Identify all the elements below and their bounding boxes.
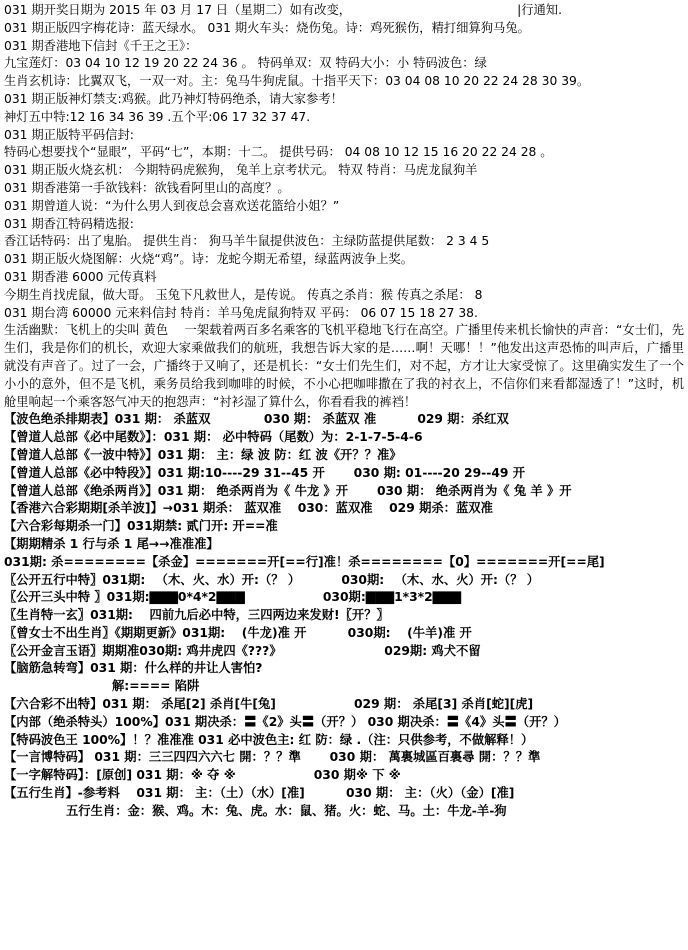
line-zeng-said: 031 期曾道人说：“为什么男人到夜总会喜欢送花篮给小姐？” (4, 198, 340, 213)
line-first-hand: 031 期香港第一手欲钱料：欲钱看阿里山的高度？。 (4, 180, 290, 195)
line-draw-date: 031 期开奖日期为 2015 年 03 月 17 日（星期二）如有改变， |行通知. (4, 3, 563, 17)
line-kill-gold: 031期: 杀========【杀金】=======开[==行]准！杀========【0】=======开[==尾] (4, 554, 605, 569)
line-brain-answer: 解:==== 陷阱 (112, 679, 200, 694)
line-must-tail: 【曾道人总部《必中尾数》】：031 期： 必中特码（尾数）为：2-1-7-5-4-6 (4, 430, 423, 445)
line-one-wave: 【曾道人总部《一波中特》】031 期： 主：绿 波 防：红 波《开？？准》 (4, 447, 402, 462)
line-fire-mystery: 031 期正版火烧玄机： 今期特码虎猴狗， 兔羊上京考状元。 特双 特肖：马虎龙鼠狗羊 (4, 163, 478, 178)
line-internal-head: 【内部（绝杀特头）100%】031 期决杀：〓《2》头〓（开？） 030 期决杀：〓《4》头〓（开？） (4, 714, 566, 729)
line-three-heads: 〖公开三头中特 〗031期:▇▇▇0*4*2▇▇▇ 030期:▇▇▇1*3*2▇▇▇ (4, 590, 462, 605)
line-hk-envelope: 031 期香港地下信封《千王之王》： (4, 38, 198, 53)
line-madam-zeng: 〖曾女士不出生肖〗《期期更新》031期: (牛龙)准 开 030期: (牛羊)准 开 (4, 625, 472, 640)
line-zodiac-poem: 生肖玄机诗：比翼双飞，一双一对。主：兔马牛狗虎鼠。十指平天下：03 04 08 10 20 22 24 28 30 39。 (4, 74, 590, 89)
line-no-special: 【六合彩不出特】031 期： 杀尾[2] 杀肖[牛[兔] 029 期： 杀尾[3] 杀肖[蛇][虎] (4, 697, 534, 712)
line-kill-two: 【曾道人总部《绝杀两肖》】031 期： 绝杀两肖为《 牛龙 》开 030 期： 绝杀两肖为《 兔 羊 》开 (4, 483, 572, 498)
line-zodiac-mystery: 〖生肖特一玄〗031期: 四前九后必中特，三四两边来发财!〖开？〗 (4, 608, 389, 623)
humor-story: 生活幽默：飞机上的尖叫 黄色 一架载着两百多名乘客的飞机平稳地飞行在高空。广播里传来机长愉快的声音：“女士们，先生们，我是你们的机长，欢迎大家乘做我们的航班，我想告诉大家的是……啊！天哪！！”他发出这声恐怖的叫声后，广播里就没有声音了。过了一会，广播终于又响了，还是机长：“女士们先生们，对不起，方才让大家受惊了。这里确实发生了一个小小的意外，但不是飞机，乘务员给我到咖啡的时候，不小心把咖啡撒在了我的衬衣上，不信你们来看都湿透了！”这时，机舱里响起一个乘客怒气冲天的抱怨声：“衬衫湿了算什么，你看看我的裤裆！ (4, 323, 684, 409)
line-special-envelope: 031 期正版特平码信封: (4, 127, 134, 142)
line-lamp-ban: 031 期正版神灯禁支:鸡猴。此乃神灯特码绝杀，请大家参考！ (4, 91, 343, 106)
line-plum-poem: 031 期正版四字梅花诗：蓝天绿水。 031 期火车头：烧伤兔。诗：鸡死猴伤，精打细算狗马兔。 (4, 20, 530, 35)
line-kill-row-tail: 【期期精杀 1 行与杀 1 尾→→准准准】 (4, 536, 219, 551)
line-golden-words: 〖公开金言玉语〗期期准030期: 鸡井虎四《???》 029期: 鸡犬不留 (4, 643, 481, 658)
line-taiwan-60000: 031 期台湾 60000 元来料信封 特肖：羊马兔虎鼠狗特双 平码： 06 07 15 18 27 38. (4, 305, 478, 320)
line-one-word-bet: 【一言博特码】 031 期：三三四四六六七 開：？？準 030 期： 萬裏城區百裏尋 開：？？準 (4, 750, 541, 765)
line-one-char: 【一字解特码】：[原创] 031 期：※ 夺 ※ 030 期※ 下 ※ (4, 768, 401, 783)
line-kill-one-door: 【六合彩每期杀一门】031期禁: 贰门开: 开==准 (4, 519, 278, 534)
line-color-kill: 【波色绝杀排期表】031 期： 杀蓝双 030 期： 杀蓝双 准 029 期：杀红双 (4, 412, 509, 427)
line-xiangjiang-report: 031 期香江特码精选报: (4, 216, 134, 231)
line-lamp-five: 神灯五中特:12 16 34 36 39 .五个平:06 17 32 37 47. (4, 109, 311, 124)
line-color-king: 【特码波色王 100%】！？准准准 031 必中波色主: 红 防：绿 .（注：只供参考，不做解释！） (4, 732, 534, 747)
line-five-elements: 〖公开五行中特〗031期: （木、火、水）开:（？ ） 030期: （木、水、火）开:（？ ） (4, 572, 540, 587)
line-five-zodiac: 【五行生肖】-参考料 031 期： 主：（土）（水）[准] 030 期： 主：（火）（金）[准] (4, 786, 515, 801)
line-fire-diagram: 031 期正版火烧图解：火烧“鸡”。诗：龙蛇今期无希望，绿蓝两波争上奖。 (4, 252, 414, 267)
line-xiangjiang-talk: 香江话特码：出了鬼胎。 提供生肖： 狗马羊牛鼠提供波色：主绿防蓝提供尾数： 2 3 4 5 (4, 234, 490, 249)
line-hk-6000: 031 期香港 6000 元传真料 (4, 269, 157, 284)
line-nine-lotus: 九宝莲灯：03 04 10 12 19 20 22 24 36 。 特码单双：双 特码大小：小 特码波色：绿 (4, 56, 487, 71)
line-special-heart: 特码心想要找个“显眼”，平码“七”，本期：十二。 提供号码： 04 08 10 12 15 16 20 22 24 28 。 (4, 145, 553, 160)
line-brain-teaser: 【脑筋急转弯】031 期：什么样的井让人害怕? (4, 661, 263, 676)
line-must-segment: 【曾道人总部《必中特段》】031 期:10----29 31--45 开 030 期: 01----20 29--49 开 (4, 465, 526, 480)
line-kill-sheep-wave: 【香港六合彩期期[杀羊波]】→031 期杀： 蓝双准 030：蓝双准 029 期杀：蓝双准 (4, 501, 493, 516)
line-zodiac-tiger: 今期生肖找虎鼠，做大哥。 玉兔下凡救世人，是传说。 传真之杀肖：猴 传真之杀尾： 8 (4, 287, 483, 302)
line-five-zodiac-list: 五行生肖：金：猴、鸡。木：兔、虎。水：鼠、猪。火：蛇、马。土：牛龙-羊-狗 (66, 803, 507, 818)
